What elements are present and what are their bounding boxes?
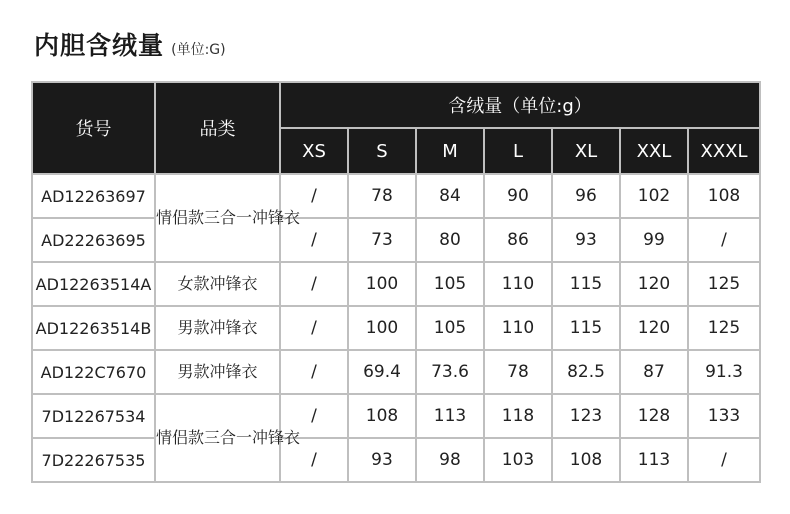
down-content-table [31, 81, 761, 483]
value-cell: / [280, 350, 348, 394]
product-code: AD12263697 [32, 174, 155, 218]
value-cell: 115 [552, 306, 620, 350]
value-cell: 110 [484, 306, 552, 350]
value-cell: 118 [484, 394, 552, 438]
value-cell: 73.6 [416, 350, 484, 394]
value-cell: 78 [484, 350, 552, 394]
product-code: AD122C7670 [32, 350, 155, 394]
value-cell: 103 [484, 438, 552, 482]
product-category: 男款冲锋衣 [155, 306, 280, 350]
value-cell: 113 [620, 438, 688, 482]
product-category: 情侣款三合一冲锋衣 [155, 174, 280, 262]
header-size: XL [552, 128, 620, 174]
value-cell: 100 [348, 306, 416, 350]
value-cell: 87 [620, 350, 688, 394]
header-category: 品类 [155, 82, 280, 174]
header-size: M [416, 128, 484, 174]
product-code: 7D12267534 [32, 394, 155, 438]
value-cell: 98 [416, 438, 484, 482]
value-cell: 84 [416, 174, 484, 218]
value-cell: 115 [552, 262, 620, 306]
value-cell: 125 [688, 262, 760, 306]
value-cell: 96 [552, 174, 620, 218]
value-cell: 99 [620, 218, 688, 262]
table-row [32, 218, 760, 262]
value-cell: / [688, 218, 760, 262]
table-row [32, 262, 760, 306]
page-title: 内胆含绒量 [34, 31, 165, 60]
value-cell: 100 [348, 262, 416, 306]
value-cell: 93 [552, 218, 620, 262]
value-cell: / [280, 438, 348, 482]
value-cell: / [280, 218, 348, 262]
value-cell: 125 [688, 306, 760, 350]
product-category: 男款冲锋衣 [155, 350, 280, 394]
header-size: XXXL [688, 128, 760, 174]
value-cell: / [280, 174, 348, 218]
product-code: AD12263514A [32, 262, 155, 306]
value-cell: 86 [484, 218, 552, 262]
value-cell: / [280, 262, 348, 306]
header-size: S [348, 128, 416, 174]
value-cell: 108 [348, 394, 416, 438]
header-size: L [484, 128, 552, 174]
header-size: XXL [620, 128, 688, 174]
value-cell: 108 [552, 438, 620, 482]
value-cell: 90 [484, 174, 552, 218]
value-cell: 110 [484, 262, 552, 306]
product-code: AD12263514B [32, 306, 155, 350]
value-cell: 113 [416, 394, 484, 438]
value-cell: 120 [620, 306, 688, 350]
unit-label: (单位:G) [171, 42, 226, 58]
value-cell: 133 [688, 394, 760, 438]
value-cell: / [280, 394, 348, 438]
title-area [34, 26, 226, 62]
table-row [32, 174, 760, 218]
value-cell: 82.5 [552, 350, 620, 394]
product-code: 7D22267535 [32, 438, 155, 482]
value-cell: 78 [348, 174, 416, 218]
product-code: AD22263695 [32, 218, 155, 262]
value-cell: 105 [416, 262, 484, 306]
value-cell: 108 [688, 174, 760, 218]
product-category: 情侣款三合一冲锋衣 [155, 394, 280, 482]
table-row [32, 306, 760, 350]
value-cell: 105 [416, 306, 484, 350]
header-size: XS [280, 128, 348, 174]
header-code: 货号 [32, 82, 155, 174]
header-down-content: 含绒量（单位:g） [280, 82, 760, 128]
value-cell: 91.3 [688, 350, 760, 394]
table-row [32, 350, 760, 394]
value-cell: / [280, 306, 348, 350]
table-row [32, 394, 760, 438]
value-cell: 120 [620, 262, 688, 306]
value-cell: 80 [416, 218, 484, 262]
value-cell: 128 [620, 394, 688, 438]
value-cell: 73 [348, 218, 416, 262]
value-cell: 123 [552, 394, 620, 438]
table-row [32, 438, 760, 482]
value-cell: 102 [620, 174, 688, 218]
value-cell: 93 [348, 438, 416, 482]
value-cell: 69.4 [348, 350, 416, 394]
product-category: 女款冲锋衣 [155, 262, 280, 306]
value-cell: / [688, 438, 760, 482]
